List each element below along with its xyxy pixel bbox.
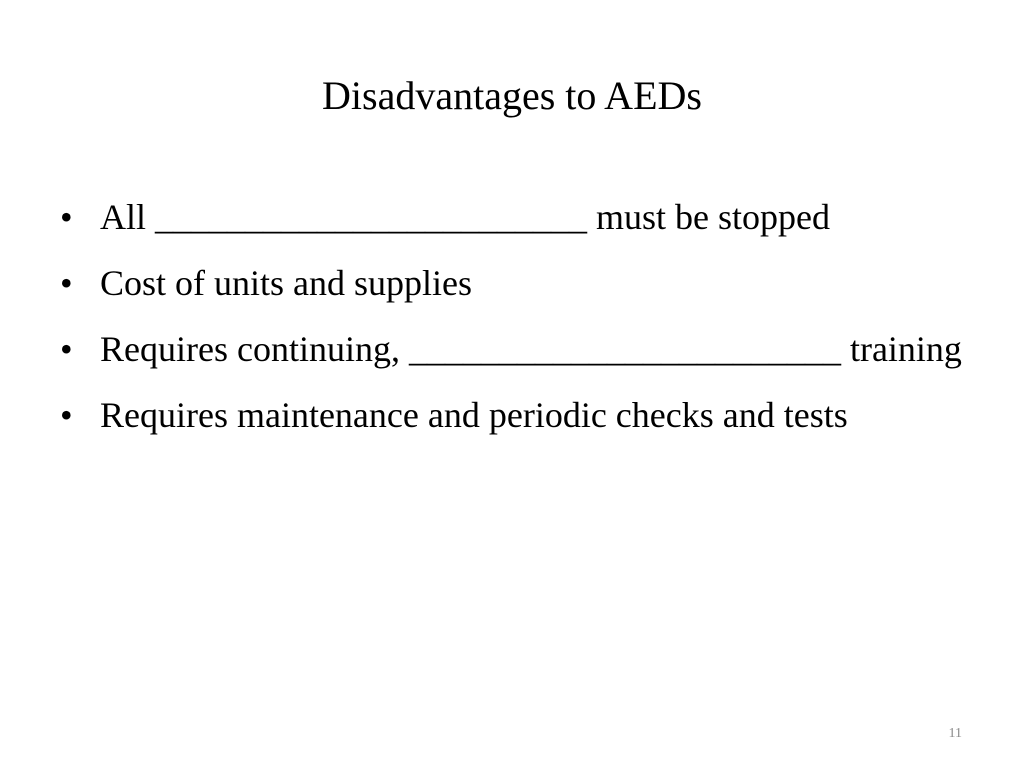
bullet-text: Cost of units and supplies bbox=[100, 263, 473, 303]
bullet-item bbox=[60, 388, 970, 442]
bullet-item bbox=[60, 322, 970, 376]
bullet-icon: • bbox=[60, 395, 73, 435]
bullet-item bbox=[60, 256, 970, 310]
bullet-text: Requires continuing, ________________________ training bbox=[100, 329, 962, 369]
bullet-icon: • bbox=[60, 197, 73, 237]
bullet-list bbox=[60, 190, 970, 454]
bullet-item bbox=[60, 190, 970, 244]
slide-number: 11 bbox=[948, 726, 962, 741]
bullet-text: All ________________________ must be stopped bbox=[100, 197, 830, 237]
slide-title: Disadvantages to AEDs bbox=[322, 73, 702, 118]
bullet-icon: • bbox=[60, 263, 73, 303]
bullet-text: Requires maintenance and periodic checks and tests bbox=[100, 395, 848, 435]
bullet-icon: • bbox=[60, 329, 73, 369]
